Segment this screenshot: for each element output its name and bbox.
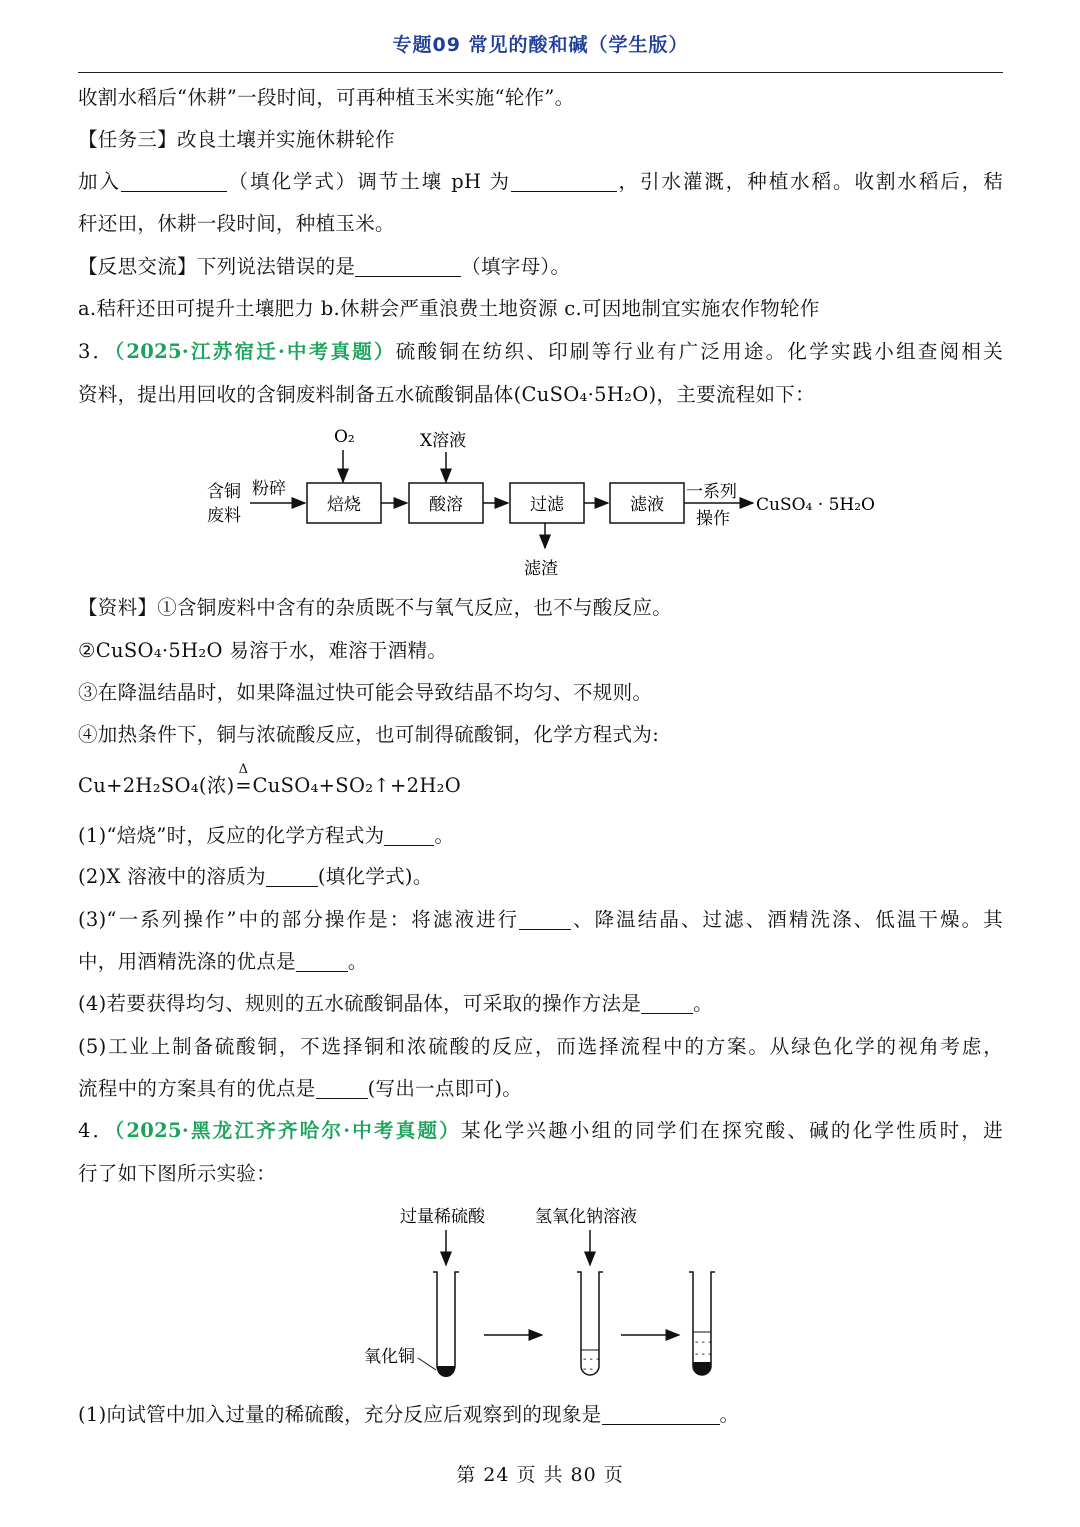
question-source: （2025·黑龙江齐齐哈尔·中考真题）	[114, 1119, 462, 1142]
text: 资料，提出用回收的含铜废料制备五水硫酸铜晶体(CuSO₄·5H₂O)，主要流程如下：	[78, 383, 815, 406]
text: (3)“一系列操作”中的部分操作是：将滤液进行	[78, 908, 520, 931]
text: 行了如下图所示实验：	[78, 1162, 277, 1185]
series-ops-label: 操作	[696, 509, 730, 529]
text-line	[78, 1160, 1003, 1188]
answer-blank[interactable]	[316, 1078, 368, 1099]
test-tube-experiment-figure	[0, 1190, 1080, 1390]
text: ③在降温结晶时，如果降温过快可能会导致结晶不均匀、不规则。	[78, 681, 653, 704]
text-line	[78, 1075, 1003, 1103]
text-line	[78, 948, 1003, 976]
answer-blank[interactable]	[384, 825, 434, 846]
crush-label: 粉碎	[252, 479, 286, 499]
sub-question-5	[78, 1033, 1003, 1061]
svg-text:- - -: - - -	[695, 1337, 712, 1348]
dilute-sulfuric-acid-label: 过量稀硫酸	[400, 1207, 485, 1227]
info-line	[78, 721, 1003, 749]
text: （填化学式）调节土壤 pH 为	[226, 170, 511, 193]
sub-question-2	[78, 863, 1003, 891]
svg-text:- -: - -	[583, 1364, 593, 1375]
page-footer: 第 24 页 共 80 页	[456, 1464, 624, 1486]
text: 加入	[78, 170, 121, 193]
answer-blank[interactable]	[602, 1404, 720, 1425]
text: 某化学兴趣小组的同学们在探究酸、碱的化学性质时，进	[461, 1119, 1003, 1142]
text: (写出一点即可)。	[367, 1077, 523, 1100]
text: (2)X 溶液中的溶质为	[78, 865, 266, 888]
text: (填化学式)。	[317, 865, 433, 888]
acid-dissolve-box-label: 酸溶	[429, 495, 463, 515]
q4-sub-question-1	[78, 1401, 1003, 1429]
text: 中，用酒精洗涤的优点是	[78, 950, 296, 973]
answer-blank[interactable]	[266, 866, 318, 887]
info-line	[78, 594, 1003, 622]
sub-question-4	[78, 990, 1003, 1018]
text: ②CuSO₄·5H₂O 易溶于水，难溶于酒精。	[78, 639, 448, 662]
text: 。	[693, 992, 713, 1015]
answer-blank[interactable]	[641, 993, 693, 1014]
heat-equals-sign: Δ =	[235, 772, 253, 800]
text: a.秸秆还田可提升土壤肥力 b.休耕会严重浪费土地资源 c.可因地制宜实施农作物轮作	[78, 297, 820, 320]
text: 【资料】①含铜废料中含有的杂质既不与氧气反应，也不与酸反应。	[78, 596, 673, 619]
raw-material-label: 含铜	[207, 482, 241, 502]
question-4-intro	[78, 1117, 1003, 1145]
text: ④加热条件下，铜与浓硫酸反应，也可制得硫酸铜，化学方程式为:	[78, 723, 660, 746]
copper-oxide-label: 氧化铜	[364, 1347, 415, 1367]
chemical-equation	[78, 762, 1003, 800]
question-number: 4．	[78, 1119, 115, 1142]
filter-box-label: 过滤	[530, 495, 564, 515]
text: 【反思交流】下列说法错误的是	[78, 255, 356, 278]
label-pointer	[418, 1358, 436, 1370]
x-solution-label: X溶液	[420, 431, 467, 451]
text: 收割水稻后“休耕”一段时间，可再种植玉米实施“轮作”。	[78, 86, 575, 109]
text: ，引水灌溉，种植水稻。收割水稻后，秸	[616, 170, 1003, 193]
series-ops-label: 一系列	[686, 482, 737, 502]
filtrate-box-label: 滤液	[630, 495, 664, 515]
text: 秆还田，休耕一段时间，种植玉米。	[78, 212, 395, 235]
sub-question-1	[78, 822, 1003, 850]
text: (1)向试管中加入过量的稀硫酸，充分反应后观察到的现象是	[78, 1403, 602, 1426]
info-line	[78, 637, 1003, 665]
answer-blank[interactable]	[519, 909, 571, 930]
product-label: CuSO₄ · 5H₂O	[756, 495, 875, 515]
text: 、降温结晶、过滤、酒精洗涤、低温干燥。其	[571, 908, 1003, 931]
raw-material-label: 废料	[207, 506, 241, 526]
question-number: 3．	[78, 340, 115, 363]
residue-label: 滤渣	[524, 559, 558, 579]
text: 。	[434, 824, 455, 847]
text: 【任务三】改良土壤并实施休耕轮作	[78, 128, 395, 151]
svg-text:- - -: - - -	[695, 1349, 712, 1360]
info-line	[78, 679, 1003, 707]
question-source: （2025·江苏宿迁·中考真题）	[114, 340, 396, 363]
answer-blank[interactable]	[296, 951, 348, 972]
text: (4)若要获得均匀、规则的五水硫酸铜晶体，可采取的操作方法是	[78, 992, 642, 1015]
text: 硫酸铜在纺织、印刷等行业有广泛用途。化学实践小组查阅相关	[395, 340, 1003, 363]
equation-left: Cu+2H₂SO₄(浓)	[78, 774, 235, 797]
text: 流程中的方案具有的优点是	[78, 1077, 316, 1100]
oxygen-label: O₂	[334, 427, 355, 447]
sodium-hydroxide-label: 氢氧化钠溶液	[535, 1207, 637, 1227]
equation-right: CuSO₄+SO₂↑+2H₂O	[252, 774, 462, 797]
text: （填字母）。	[461, 255, 571, 278]
svg-text:- - -: - - -	[583, 1354, 600, 1365]
text: (1)“焙烧”时，反应的化学方程式为	[78, 824, 385, 847]
delta-symbol: Δ	[238, 762, 249, 777]
roast-box-label: 焙烧	[327, 495, 361, 515]
text: 。	[347, 950, 368, 973]
page-header-title: 专题09 常见的酸和碱（学生版）	[392, 34, 689, 56]
text: (5)工业上制备硫酸铜，不选择铜和浓硫酸的反应，而选择流程中的方案。从绿色化学的视角考虑，	[78, 1035, 1003, 1058]
test-tube-1	[433, 1272, 459, 1377]
test-tube-2	[577, 1272, 603, 1375]
text: 。	[719, 1403, 740, 1426]
test-tube-3	[689, 1272, 715, 1375]
sub-question-3	[78, 906, 1003, 934]
